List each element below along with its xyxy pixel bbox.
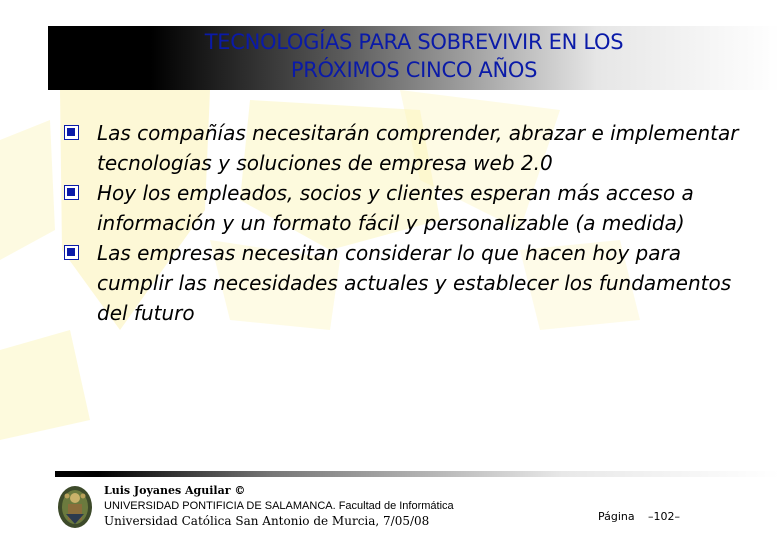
bullet-text: Las compañías necesitarán comprender, abrazar e implementar tecnologías y soluciones de empresa web 2.0 <box>97 121 739 175</box>
bullet-item <box>64 238 744 328</box>
bullet-text: Hoy los empleados, socios y clientes esperan más acceso a información y un formato fácil y personalizable (a medida) <box>97 181 694 235</box>
bullet-item <box>64 178 744 238</box>
bullet-list <box>64 118 744 328</box>
slide-title-line-2: PRÓXIMOS CINCO AÑOS <box>290 58 538 82</box>
slide-title-line-1: TECNOLOGÍAS PARA SOBREVIVIR EN LOS <box>204 30 624 54</box>
checkbox-bullet-icon <box>64 245 79 260</box>
footer-university: Universidad Católica San Antonio de Murcia, 7/05/08 <box>104 514 430 528</box>
university-crest-logo <box>56 484 94 530</box>
footer-department: UNIVERSIDAD PONTIFICIA DE SALAMANCA. Facultad de Informática <box>104 500 454 512</box>
checkbox-bullet-icon <box>64 185 79 200</box>
bullet-text: Las empresas necesitan considerar lo que hacen hoy para cumplir las necesidades actuales y establecer los fundamentos del futuro <box>97 241 732 325</box>
footer-divider <box>55 471 780 477</box>
checkbox-bullet-icon <box>64 125 79 140</box>
page-label: Página <box>598 510 635 523</box>
footer-author: Luis Joyanes Aguilar © <box>104 484 246 497</box>
slide-title <box>48 28 780 84</box>
page-number: –102– <box>648 510 680 523</box>
bullet-item <box>64 118 744 178</box>
